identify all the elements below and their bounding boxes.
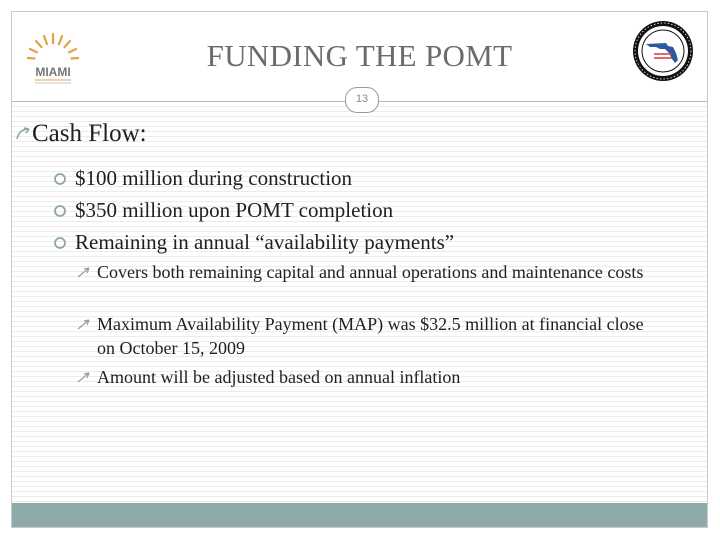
list-item-text: $350 million upon POMT completion <box>75 198 394 222</box>
sub-list-item-text: Amount will be adjusted based on annual inflation <box>97 367 461 387</box>
arrow-bullet-icon <box>77 266 91 278</box>
sub-list-item <box>97 365 657 389</box>
list-item-text: Remaining in annual “availability payments” <box>75 230 455 254</box>
list-item <box>75 166 352 191</box>
sub-list-item <box>97 312 657 360</box>
arrow-bullet-icon <box>77 371 91 383</box>
section-heading: Cash Flow: <box>32 120 147 147</box>
page-title: FUNDING THE POMT <box>206 38 513 73</box>
list-item <box>75 198 393 223</box>
heading-item <box>32 120 147 148</box>
slide <box>11 11 708 528</box>
page-number-badge: 13 <box>345 87 379 113</box>
sub-list-item <box>97 260 657 284</box>
slide-header <box>12 12 707 105</box>
list-item-text: $100 million during construction <box>75 166 353 190</box>
sub-list-item-text: Covers both remaining capital and annual operations and maintenance costs <box>97 262 644 282</box>
footer-bar <box>12 503 707 528</box>
circle-bullet-icon <box>53 172 67 186</box>
sub-list-item-text: Maximum Availability Payment (MAP) was $32.5 million at financial close on October 15, 2009 <box>97 314 644 358</box>
florida-dot-seal-icon <box>632 20 694 82</box>
arrow-bullet-icon <box>77 318 91 330</box>
svg-text:MIAMI: MIAMI <box>35 65 71 79</box>
bullet-arrow-icon <box>15 127 31 141</box>
circle-bullet-icon <box>53 204 67 218</box>
list-item <box>75 230 454 255</box>
circle-bullet-icon <box>53 236 67 250</box>
